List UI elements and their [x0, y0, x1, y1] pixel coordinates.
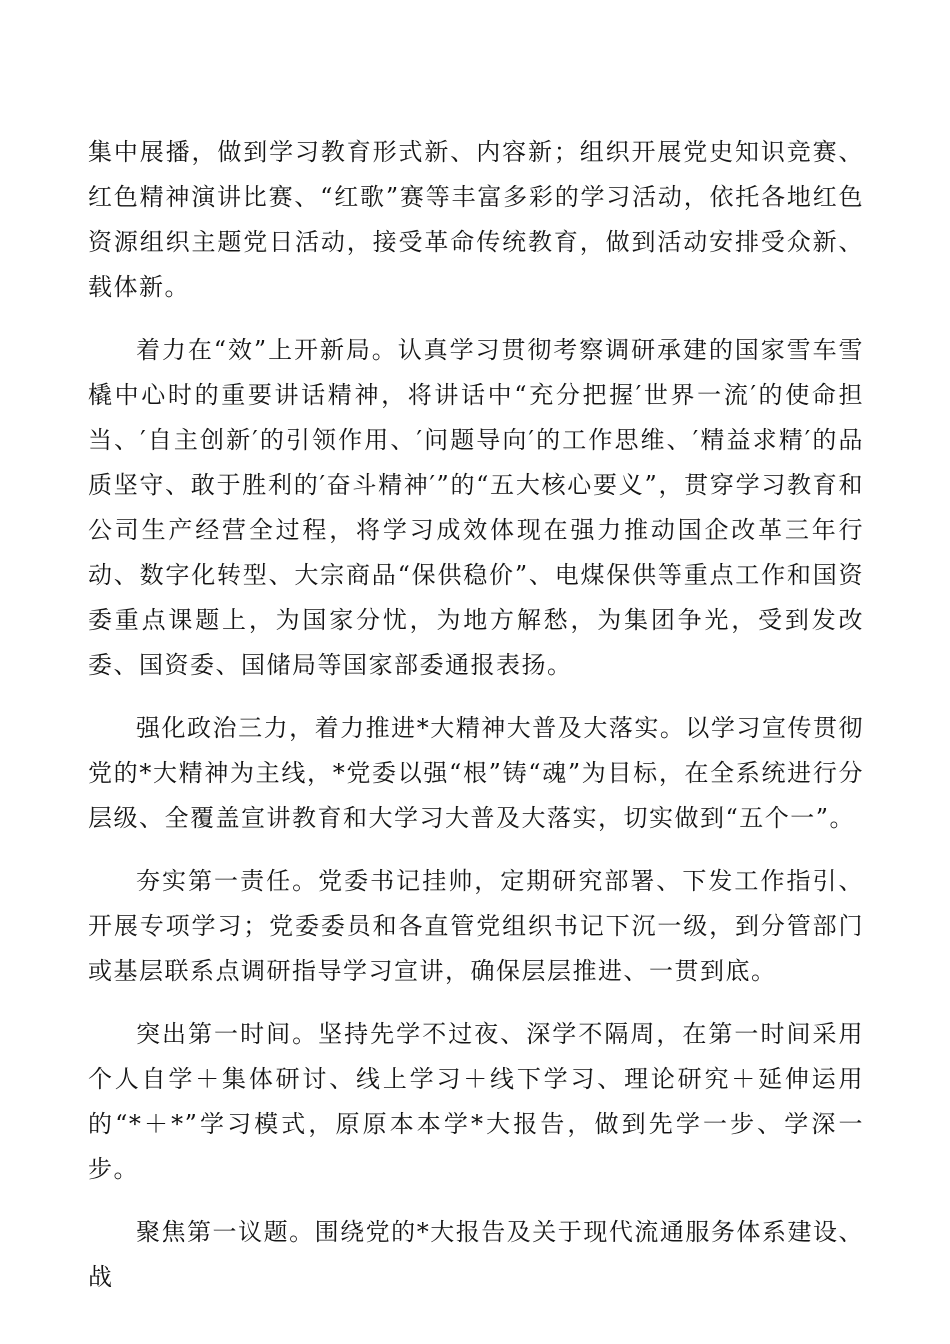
paragraph-continuation: 集中展播，做到学习教育形式新、内容新；组织开展党史知识竞赛、红色精神演讲比赛、“红歌”赛等丰富多彩的学习活动，依托各地红色资源组织主题党日活动，接受革命传统教育，做到活动安排受众新、载体新。 — [88, 138, 864, 301]
document-body — [88, 130, 864, 1318]
paragraph-first-topic: 聚焦第一议题。围绕党的*大报告及关于现代流通服务体系建设、战 — [88, 1218, 864, 1291]
paragraph-political-abilities: 强化政治三力，着力推进*大精神大普及大落实。以学习宣传贯彻党的*大精神为主线，*党委以强“根”铸“魂”为目标，在全系统进行分层级、全覆盖宣讲教育和大学习大普及大落实，切实做到“五个一”。 — [88, 714, 864, 832]
paragraph-first-time: 突出第一时间。坚持先学不过夜、深学不隔周，在第一时间采用个人自学＋集体研讨、线上学习＋线下学习、理论研究＋延伸运用的“*＋*”学习模式，原原本本学*大报告，做到先学一步、学深一步。 — [88, 1020, 864, 1183]
paragraph-first-responsibility: 夯实第一责任。党委书记挂帅，定期研究部署、下发工作指引、开展专项学习；党委委员和各直管党组织书记下沉一级，到分管部门或基层联系点调研指导学习宣讲，确保层层推进、一贯到底。 — [88, 867, 864, 985]
paragraph-effect-new-situation: 着力在“效”上开新局。认真学习贯彻考察调研承建的国家雪车雪橇中心时的重要讲话精神，将讲话中“充分把握′世界一流′的使命担当、′自主创新′的引领作用、′问题导向′的工作思维、′精益求精′的品质坚守、敢于胜利的′奋斗精神′”的“五大核心要义”，贯穿学习教育和公司生产经营全过程，将学习成效体现在强力推动国企改革三年行动、数字化转型、大宗商品“保供稳价”、电煤保供等重点工作和国资委重点课题上，为国家分忧，为地方解愁，为集团争光，受到发改委、国资委、国储局等国家部委通报表扬。 — [88, 336, 864, 679]
